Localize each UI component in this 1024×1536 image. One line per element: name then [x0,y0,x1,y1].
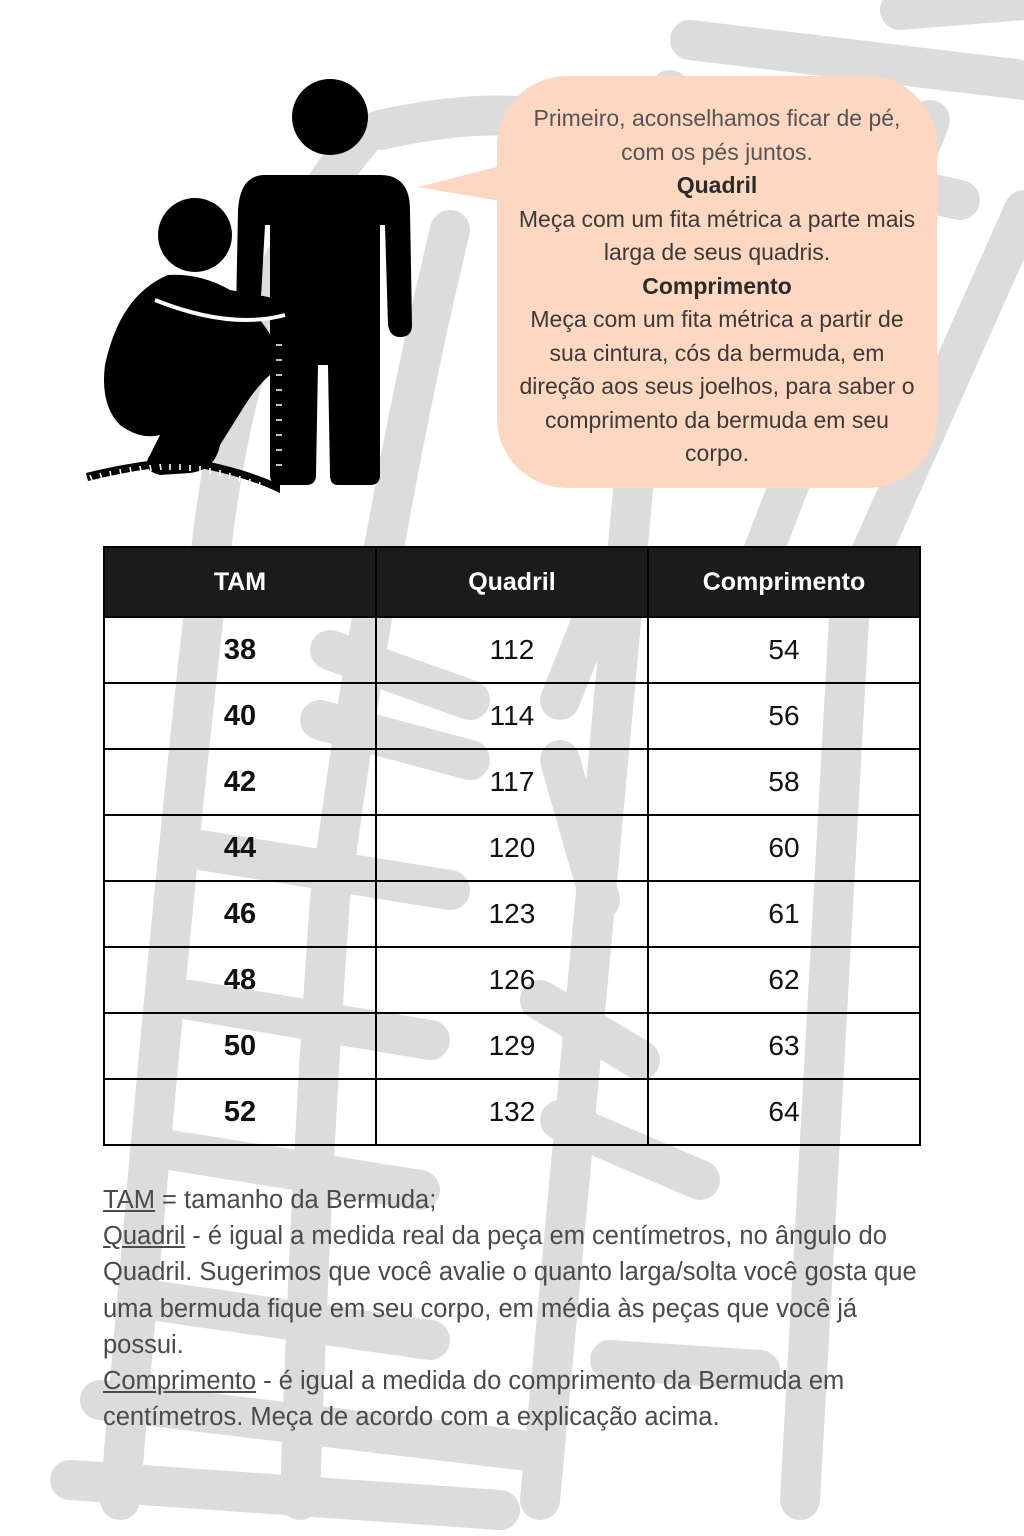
size-table [103,546,921,1146]
cell-quadril: 123 [376,881,648,947]
instructions-intro: Primeiro, aconselhamos ficar de pé, com os pés juntos. [533,105,901,165]
note-tam-term: TAM [103,1186,155,1214]
note-tam-definition: = tamanho da Bermuda; [154,1186,437,1214]
cell-comprimento: 54 [648,617,920,683]
cell-tam: 44 [104,815,376,881]
cell-comprimento: 64 [648,1079,920,1145]
header-comprimento: Comprimento [648,547,920,617]
cell-quadril: 120 [376,815,648,881]
header-tam: TAM [104,547,376,617]
measuring-people-icon [80,75,430,500]
note-comprimento-definition: - é igual a medida do comprimento da Bermuda em centímetros. Meça de acordo com a explicação acima. [103,1367,845,1432]
cell-quadril: 112 [376,617,648,683]
table-row [104,1079,920,1145]
note-comprimento [103,1363,923,1435]
table-row [104,1013,920,1079]
note-quadril [103,1218,923,1363]
hip-heading: Quadril [676,172,758,198]
note-tam [103,1182,923,1218]
hip-instructions: Meça com um fita métrica a parte mais larga de seus quadris. [518,205,916,265]
note-comprimento-term: Comprimento [103,1367,257,1396]
note-quadril-term: Quadril [103,1222,186,1251]
cell-tam: 40 [104,683,376,749]
table-row [104,683,920,749]
cell-quadril: 117 [376,749,648,815]
cell-tam: 48 [104,947,376,1013]
cell-tam: 38 [104,617,376,683]
cell-comprimento: 58 [648,749,920,815]
table-row [104,749,920,815]
cell-tam: 50 [104,1013,376,1079]
cell-comprimento: 63 [648,1013,920,1079]
table-header-row [104,547,920,617]
cell-comprimento: 62 [648,947,920,1013]
cell-comprimento: 56 [648,683,920,749]
cell-comprimento: 60 [648,815,920,881]
cell-quadril: 132 [376,1079,648,1145]
header-quadril: Quadril [376,547,648,617]
table-row [104,881,920,947]
cell-quadril: 114 [376,683,648,749]
cell-comprimento: 61 [648,881,920,947]
instructions-bubble [497,76,937,488]
table-row [104,947,920,1013]
table-row [104,617,920,683]
cell-quadril: 129 [376,1013,648,1079]
cell-tam: 52 [104,1079,376,1145]
length-instructions: Meça com um fita métrica a partir de sua cintura, cós da bermuda, em direção aos seus joelhos, para saber o comprimento da bermuda em seu corpo. [519,306,915,466]
cell-quadril: 126 [376,947,648,1013]
cell-tam: 46 [104,881,376,947]
length-heading: Comprimento [642,272,792,299]
table-row [104,815,920,881]
note-quadril-definition: - é igual a medida real da peça em centímetros, no ângulo do Quadril. Sugerimos que você avalie o quanto larga/solta você gosta que uma bermuda fique em seu corpo, em média às peças que você já possui. [103,1222,917,1359]
cell-tam: 42 [104,749,376,815]
size-notes [103,1182,923,1435]
